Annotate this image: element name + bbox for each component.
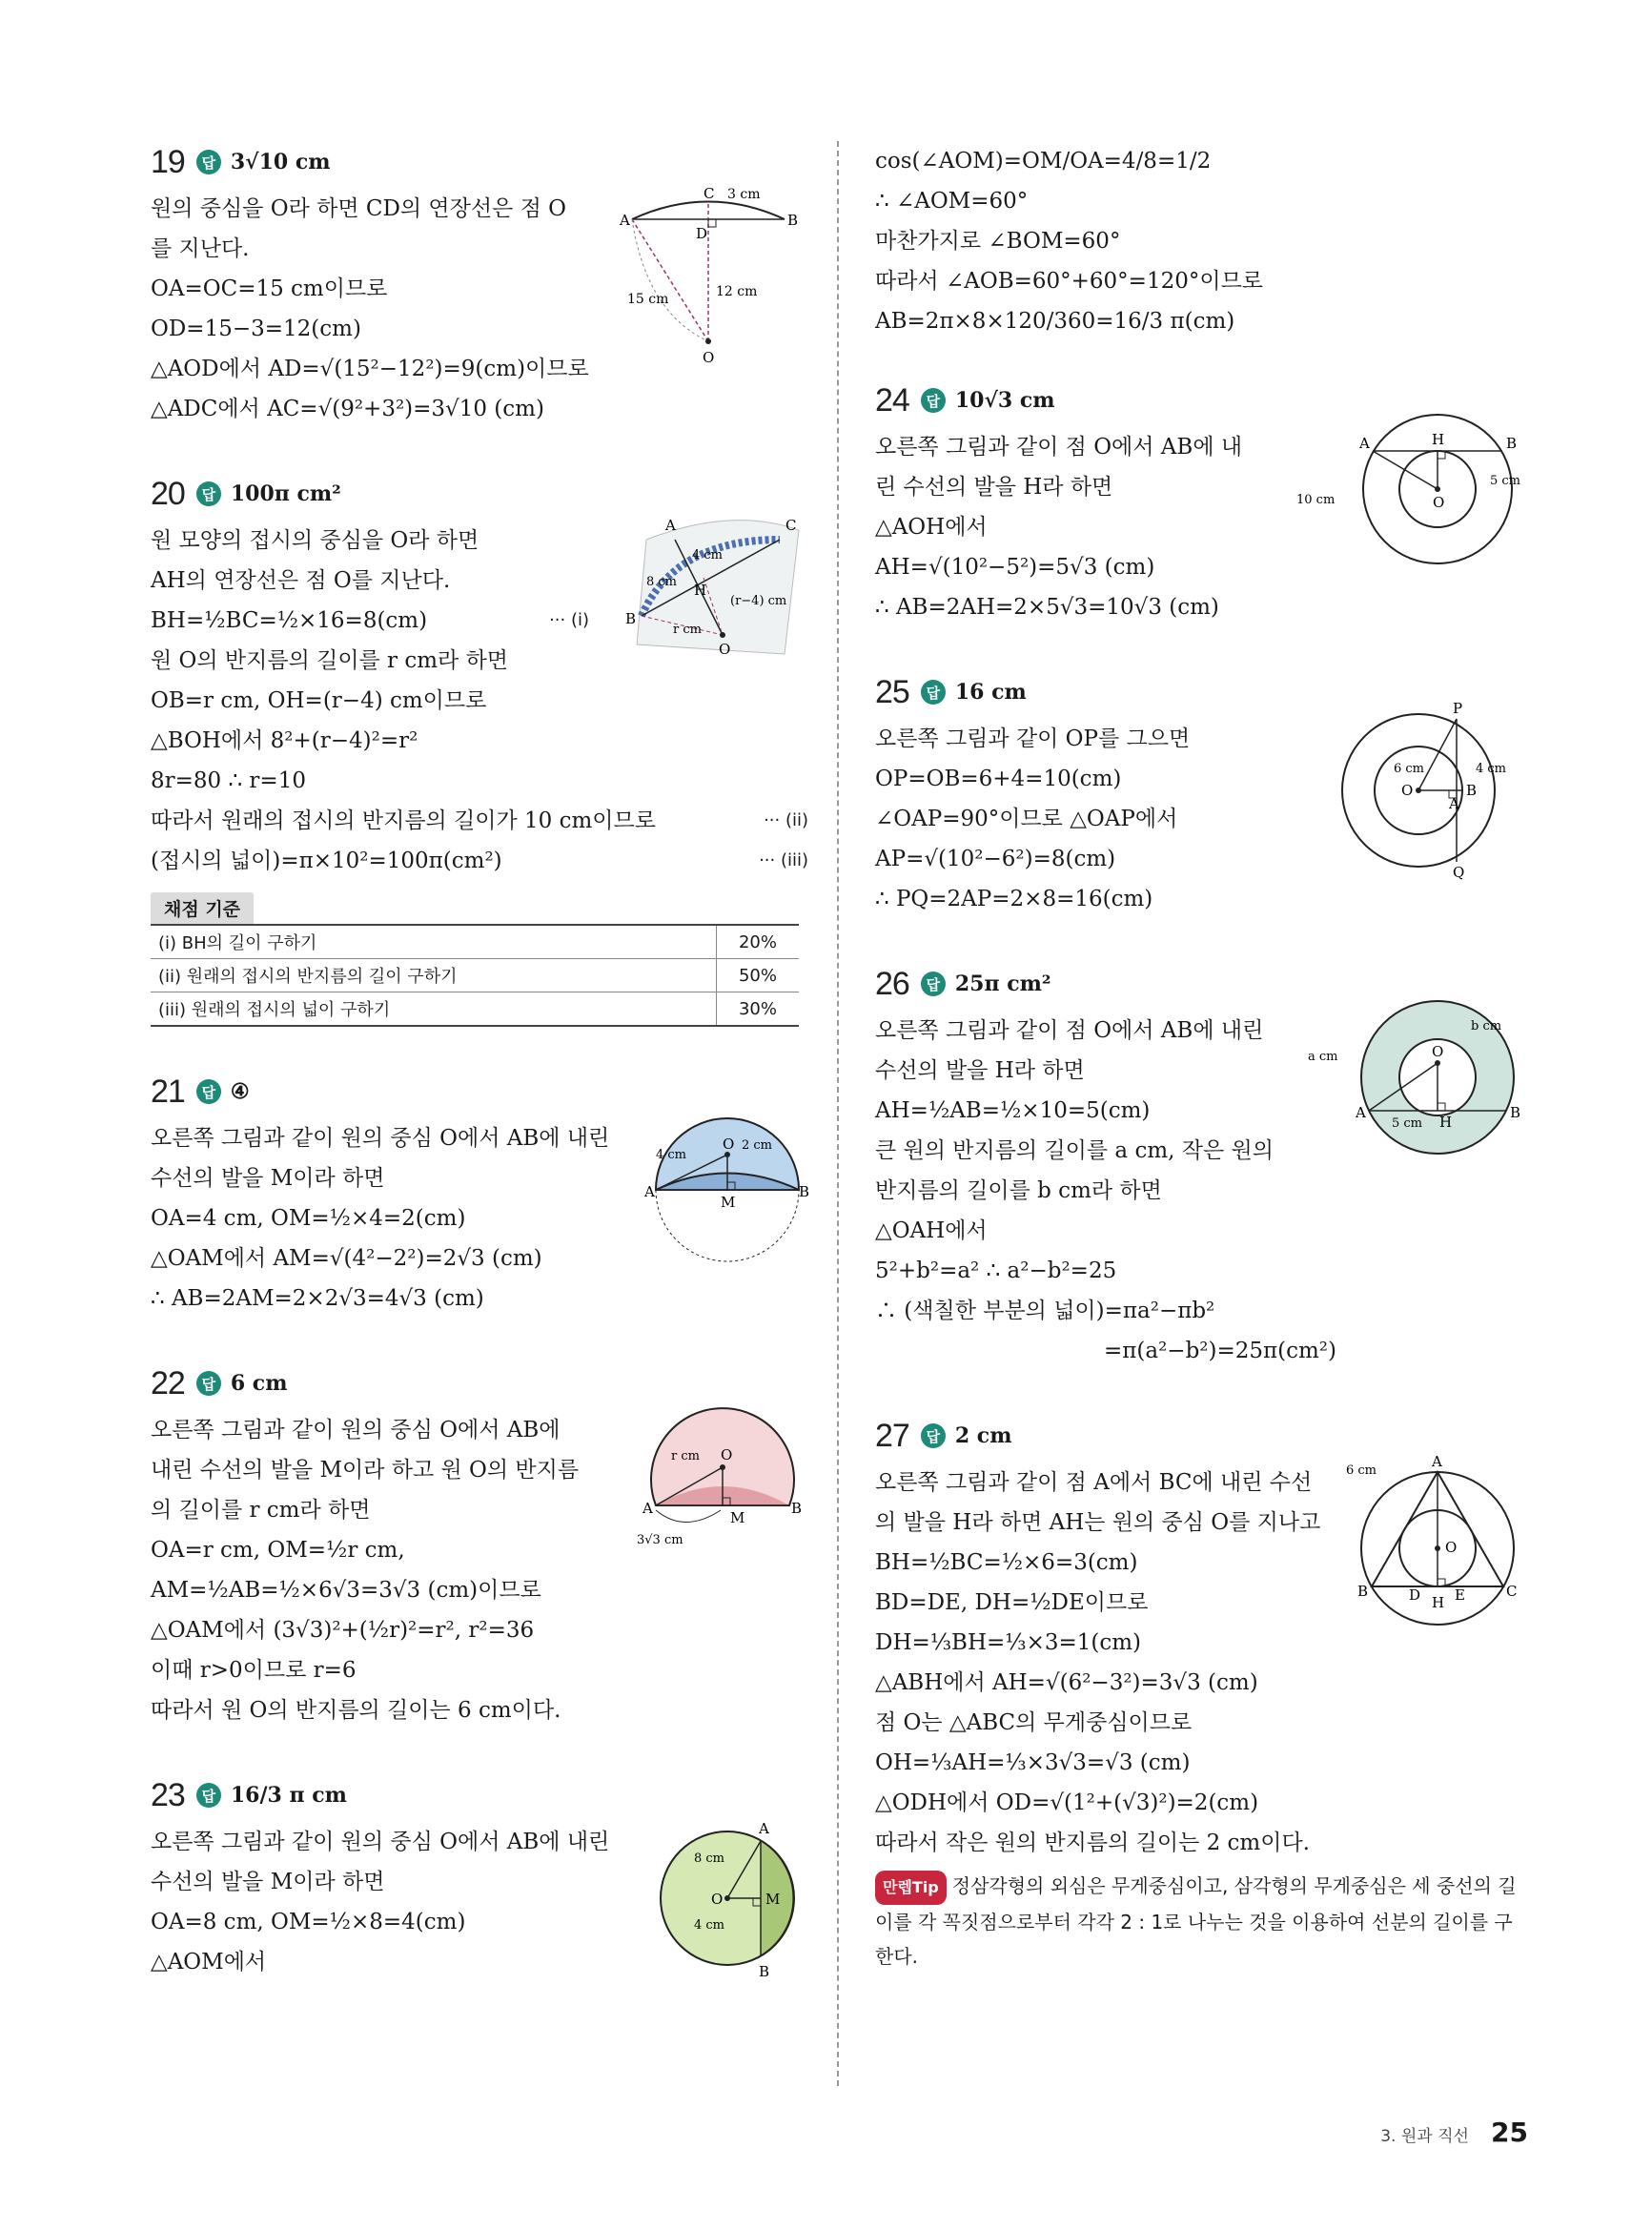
label-len: 8 cm: [694, 1852, 725, 1866]
label-Q: Q: [1453, 864, 1465, 881]
solution-line: 따라서 작은 원의 반지름의 길이는 2 cm이다.: [875, 1831, 1310, 1855]
solution-line: △OAH에서: [875, 1218, 988, 1243]
label-len: 3√3 cm: [637, 1533, 683, 1547]
figure-26: [1304, 992, 1533, 1163]
answer-tag: 답: [196, 1783, 221, 1808]
problem-number: 22: [151, 1364, 185, 1401]
step-mark: ··· (iii): [759, 850, 808, 870]
label-C: C: [785, 517, 797, 534]
answer: 16 cm: [954, 680, 1027, 705]
label-len: 4 cm: [694, 1918, 725, 1933]
problem-number: 26: [875, 965, 909, 1002]
chapter-title: 3. 원과 직선: [1380, 2127, 1469, 2146]
answer-tag: 답: [196, 150, 221, 174]
solution-line: ∠OAP=90°이므로 △OAP에서: [875, 807, 1178, 831]
label-A: A: [665, 517, 676, 534]
label-O: O: [1432, 1043, 1444, 1060]
problem-23: [151, 1774, 808, 1982]
label-M: M: [730, 1509, 745, 1526]
solution-line: AH=√(10²−5²)=5√3 (cm): [875, 555, 1155, 580]
label-len: 2 cm: [742, 1138, 773, 1153]
solution-line: 오른쪽 그림과 같이 점 A에서 BC에 내린 수선: [875, 1470, 1313, 1495]
label-len: 6 cm: [1394, 762, 1425, 776]
problem-25: [875, 671, 1533, 919]
tip-label: 만렙Tip: [875, 1871, 947, 1905]
solution-line: 따라서 원 O의 반지름의 길이는 6 cm이다.: [151, 1698, 561, 1723]
solution-line: 원 모양의 접시의 중심을 O라 하면: [151, 528, 479, 553]
label-len: 8 cm: [646, 575, 678, 589]
problem-number: 23: [151, 1776, 185, 1813]
label-P: P: [1453, 700, 1463, 717]
problem-22: [151, 1362, 808, 1730]
label-O: O: [719, 641, 731, 658]
figure-21: [646, 1109, 808, 1271]
answer: 6 cm: [230, 1371, 288, 1396]
solution-line: BD=DE, DH=½DE이므로: [875, 1590, 1149, 1615]
solution-line: 마찬가지로 ∠BOM=60°: [875, 229, 1121, 254]
solution-line: 8r=80 ∴ r=10: [151, 768, 306, 793]
label-len: 3 cm: [727, 187, 761, 202]
label-len: r cm: [671, 1449, 700, 1463]
solution-line: OA=r cm, OM=½r cm,: [151, 1538, 405, 1563]
problem-21: [151, 1071, 808, 1319]
figure-20: [618, 501, 808, 664]
label-A: A: [1449, 795, 1459, 812]
solution-line: ∴ ∠AOM=60°: [875, 189, 1029, 214]
label-A: A: [1356, 1104, 1366, 1121]
figure-27: [1342, 1453, 1533, 1634]
solution-line: 내린 수선의 발을 M이라 하고 원 O의 반지름: [151, 1458, 580, 1483]
answer-tag: 답: [921, 1423, 946, 1448]
label-B: B: [1510, 1104, 1521, 1121]
label-B: B: [625, 610, 637, 627]
table-row: (iii) 원래의 접시의 넓이 구하기 30%: [151, 992, 799, 1027]
solution-line: 오른쪽 그림과 같이 원의 중심 O에서 AB에: [151, 1418, 561, 1442]
problem-number: 25: [875, 673, 909, 710]
label-O: O: [1445, 1539, 1458, 1556]
label-D: D: [696, 225, 708, 242]
label-len: 4 cm: [692, 548, 724, 563]
figure-25: [1323, 700, 1533, 881]
solution-line: 의 길이를 r cm라 하면: [151, 1498, 371, 1523]
label-len: 5 cm: [1490, 474, 1521, 488]
label-H: H: [694, 582, 707, 599]
solution-line: OD=15−3=12(cm): [151, 317, 361, 341]
solution-line: 점 O는 △ABC의 무게중심이므로: [875, 1710, 1193, 1735]
label-len: a cm: [1308, 1050, 1338, 1064]
solution-line: OA=OC=15 cm이므로: [151, 276, 388, 301]
answer: 3√10 cm: [230, 150, 331, 174]
label-len: (r−4) cm: [730, 594, 787, 608]
solution-line: △AOM에서: [151, 1950, 267, 1974]
answer-tag: 답: [196, 1371, 221, 1396]
solution-line: BH=½BC=½×6=3(cm): [875, 1550, 1138, 1575]
table-row: (ii) 원래의 접시의 반지름의 길이 구하기 50%: [151, 959, 799, 992]
problem-number: 27: [875, 1417, 909, 1454]
label-len: 5 cm: [1392, 1116, 1423, 1131]
label-len: 4 cm: [1476, 762, 1507, 776]
figure-24: [1295, 408, 1533, 580]
figure-22: [637, 1401, 808, 1563]
solution-line: 린 수선의 발을 H라 하면: [875, 475, 1113, 500]
answer: 100π cm²: [230, 481, 341, 506]
label-B: B: [787, 212, 799, 229]
solution-line: 오른쪽 그림과 같이 원의 중심 O에서 AB에 내린: [151, 1126, 610, 1151]
table-row: (i) BH의 길이 구하기 20%: [151, 925, 799, 959]
solution-line: OH=⅓AH=⅓×3√3=√3 (cm): [875, 1750, 1191, 1775]
solution-line: 반지름의 길이를 b cm라 하면: [875, 1178, 1162, 1203]
label-H: H: [1432, 431, 1445, 448]
label-A: A: [642, 1500, 653, 1517]
right-column: [875, 141, 1533, 2017]
column-divider: [837, 141, 839, 2086]
solution-line: OB=r cm, OH=(r−4) cm이므로: [151, 688, 487, 713]
solution-line: BH=½BC=½×16=8(cm) ··· (i): [151, 601, 808, 641]
label-len: 10 cm: [1296, 493, 1336, 507]
solution-line: 수선의 발을 M이라 하면: [151, 1870, 385, 1894]
step-mark: ··· (ii): [764, 810, 808, 830]
label-M: M: [765, 1891, 781, 1908]
solution-line: 오른쪽 그림과 같이 원의 중심 O에서 AB에 내린: [151, 1830, 610, 1854]
label-B: B: [1506, 435, 1518, 452]
solution-line: 따라서 원래의 접시의 반지름의 길이가 10 cm이므로 ··· (ii): [151, 801, 808, 841]
figure-19: [618, 179, 808, 370]
solution-line: AH의 연장선은 점 O를 지난다.: [151, 568, 451, 593]
grading-table: [151, 924, 799, 1027]
label-O: O: [1433, 494, 1445, 511]
answer-tag: 답: [921, 388, 946, 413]
answer-tag: 답: [196, 1079, 221, 1104]
solution-line: 원의 중심을 O라 하면 CD의 연장선은 점 O: [151, 196, 566, 221]
solution-line: 이때 r>0이므로 r=6: [151, 1658, 357, 1683]
label-len: 12 cm: [716, 284, 758, 299]
solution-line: 5²+b²=a² ∴ a²−b²=25: [875, 1258, 1117, 1283]
solution-line: =π(a²−b²)=25π(cm²): [1104, 1339, 1336, 1363]
solution-line: DH=⅓BH=⅓×3=1(cm): [875, 1630, 1142, 1655]
tip-box: [875, 1869, 1523, 1974]
label-A: A: [644, 1183, 655, 1200]
label-M: M: [721, 1194, 736, 1211]
problem-number: 21: [151, 1073, 185, 1110]
label-C: C: [1506, 1583, 1518, 1600]
solution-line: 오른쪽 그림과 같이 OP를 그으면: [875, 726, 1191, 751]
solution-line: 의 발을 H라 하면 AH는 원의 중심 O를 지나고: [875, 1510, 1321, 1535]
solution-line: AP=√(10²−6²)=8(cm): [875, 847, 1116, 871]
label-B: B: [1466, 782, 1478, 799]
label-C: C: [704, 185, 715, 202]
label-B: B: [759, 1963, 770, 1980]
solution-line: 수선의 발을 M이라 하면: [151, 1166, 385, 1191]
label-len: r cm: [673, 623, 702, 637]
label-A: A: [1432, 1453, 1442, 1470]
problem-number: 19: [151, 143, 185, 180]
label-len: b cm: [1471, 1019, 1502, 1033]
step-mark: ··· (i): [549, 610, 589, 630]
label-O: O: [723, 1135, 735, 1153]
problem-24: [875, 379, 1533, 627]
solution-line: OA=4 cm, OM=½×4=2(cm): [151, 1206, 466, 1231]
answer: 2 cm: [954, 1423, 1012, 1448]
problem-20: [151, 473, 808, 1027]
solution-line: △ABH에서 AH=√(6²−3²)=3√3 (cm): [875, 1670, 1258, 1695]
solution-line: cos(∠AOM)=OM/OA=4/8=1/2: [875, 149, 1212, 174]
solution-line: 를 지난다.: [151, 236, 250, 261]
answer-tag: 답: [921, 680, 946, 705]
label-len: 15 cm: [627, 292, 669, 307]
label-E: E: [1455, 1586, 1465, 1604]
answer-tag: 답: [921, 972, 946, 996]
problem-27: [875, 1415, 1533, 1974]
tip-text: 정삼각형의 외심은 무게중심이고, 삼각형의 무게중심은 세 중선의 길이를 각 꼭짓점으로부터 각각 2 : 1로 나누는 것을 이용하여 선분의 길이를 구한다.: [875, 1874, 1517, 1968]
solution-line: △OAM에서 AM=√(4²−2²)=2√3 (cm): [151, 1246, 542, 1271]
problem-23-continued: [875, 141, 1533, 341]
problem-19: [151, 141, 808, 429]
grading-title: 채점 기준: [151, 892, 254, 924]
label-D: D: [1409, 1586, 1421, 1604]
answer: ④: [230, 1079, 250, 1104]
solution-line: (접시의 넓이)=π×10²=100π(cm²) ··· (iii): [151, 841, 808, 881]
solution-line: 오른쪽 그림과 같이 점 O에서 AB에 내: [875, 435, 1243, 460]
solution-line: ∴ AB=2AM=2×2√3=4√3 (cm): [151, 1286, 484, 1311]
solution-line: OA=8 cm, OM=½×8=4(cm): [151, 1910, 466, 1934]
solution-line: △BOH에서 8²+(r−4)²=r²: [151, 728, 418, 753]
answer: 10√3 cm: [954, 388, 1055, 413]
solution-line: ∴ PQ=2AP=2×8=16(cm): [875, 887, 1153, 911]
label-A: A: [759, 1820, 769, 1837]
solution-line: AM=½AB=½×6√3=3√3 (cm)이므로: [151, 1578, 541, 1603]
solution-line: △ADC에서 AC=√(9²+3²)=3√10 (cm): [151, 397, 544, 421]
problem-number: 20: [151, 475, 185, 512]
solution-line: ∴ (색칠한 부분의 넓이)=πa²−πb²: [875, 1299, 1215, 1323]
problem-number: 24: [875, 381, 909, 419]
answer: 25π cm²: [954, 972, 1051, 996]
solution-line: △AOH에서: [875, 515, 988, 540]
solution-line: OP=OB=6+4=10(cm): [875, 767, 1122, 791]
label-B: B: [799, 1183, 810, 1200]
solution-line: AH=½AB=½×10=5(cm): [875, 1098, 1151, 1123]
page-footer: [1380, 2117, 1528, 2148]
problem-26: [875, 963, 1533, 1371]
left-column: [151, 141, 808, 2026]
solution-line: 따라서 ∠AOB=60°+60°=120°이므로: [875, 269, 1264, 294]
solution-line: 큰 원의 반지름의 길이를 a cm, 작은 원의: [875, 1138, 1274, 1163]
label-B: B: [1357, 1583, 1369, 1600]
label-H: H: [1439, 1114, 1453, 1131]
solution-line: ∴ AB=2AH=2×5√3=10√3 (cm): [875, 595, 1219, 620]
label-H: H: [1432, 1594, 1445, 1611]
label-O: O: [703, 349, 715, 366]
answer-tag: 답: [196, 481, 221, 506]
solution-line: △AOD에서 AD=√(15²−12²)=9(cm)이므로: [151, 357, 589, 381]
answer: 16/3 π cm: [230, 1783, 347, 1808]
page-number: 25: [1491, 2117, 1528, 2148]
label-O: O: [721, 1446, 733, 1463]
label-B: B: [791, 1500, 803, 1517]
label-len: 4 cm: [656, 1148, 687, 1162]
solution-line: AB=2π×8×120/360=16/3 π(cm): [875, 309, 1235, 334]
label-A: A: [620, 212, 630, 229]
solution-line: △ODH에서 OD=√(1²+(√3)²)=2(cm): [875, 1790, 1259, 1815]
solution-line: 오른쪽 그림과 같이 점 O에서 AB에 내린: [875, 1018, 1264, 1043]
label-A: A: [1359, 435, 1370, 452]
solution-line: △OAM에서 (3√3)²+(½r)²=r², r²=36: [151, 1618, 535, 1643]
label-O: O: [711, 1891, 724, 1908]
solution-line: 원 O의 반지름의 길이를 r cm라 하면: [151, 648, 509, 673]
solution-line: 수선의 발을 H라 하면: [875, 1058, 1085, 1083]
label-O: O: [1401, 782, 1414, 799]
figure-23: [656, 1812, 808, 1984]
label-len: 6 cm: [1346, 1463, 1377, 1478]
